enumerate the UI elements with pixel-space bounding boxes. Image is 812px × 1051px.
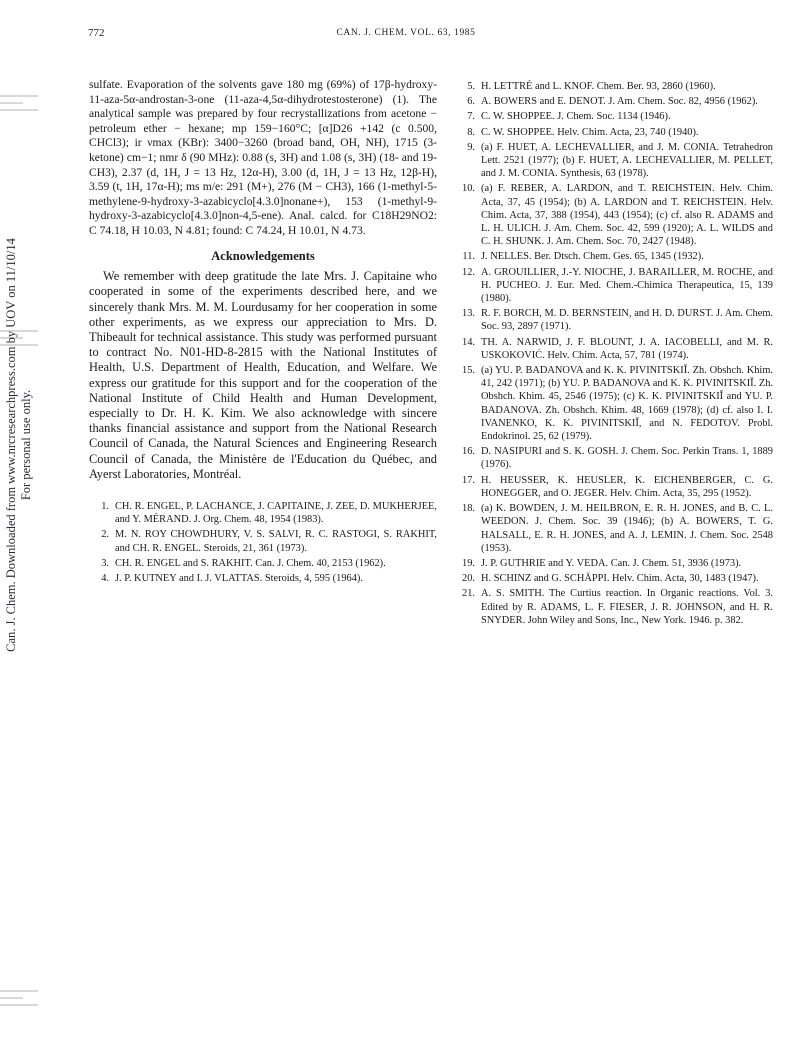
reference-item [455,502,773,555]
reference-item [455,95,773,108]
reference-text: CH. R. ENGEL, P. LACHANCE, J. CAPITAINE, J. ZEE, D. MUKHERJEE, and Y. MÉRAND. J. Org. Chem. 48, 1954 (1983). [115,500,437,526]
experimental-continuation [89,78,437,239]
reference-item [455,474,773,500]
watermark-line-2: For personal use only. [19,389,33,501]
references-right [455,80,773,627]
reference-text: TH. A. NARWID, J. F. BLOUNT, J. A. IACOBELLI, and M. R. USKOKOVIĆ. Helv. Chim. Acta, 57, 781 (1974). [481,336,773,361]
reference-text: (a) K. BOWDEN, J. M. HEILBRON, E. R. H. JONES, and B. C. L. WEEDON. J. Chem. Soc. 39 (1946); (b) A. BOWERS, T. G. HALSALL, E. R. H. JONES, and A. J. LEMIN. J. Chem. Soc. 2548 (1953). [481,503,773,554]
reference-text: C. W. SHOPPEE. Helv. Chim. Acta, 23, 740 (1940). [481,126,699,138]
left-column [89,78,437,587]
journal-running-head: CAN. J. CHEM. VOL. 63, 1985 [336,28,476,38]
reference-text: J. P. KUTNEY and I. J. VLATTAS. Steroids, 4, 595 (1964). [115,572,363,584]
reference-number: 8. [467,126,475,138]
acknowledgements-title: Acknowledgements [211,248,315,263]
reference-text: H. SCHINZ and G. SCHÄPPI. Helv. Chim. Acta, 30, 1483 (1947). [481,573,759,585]
reference-text: R. F. BORCH, M. D. BERNSTEIN, and H. D. DURST. J. Am. Chem. Soc. 93, 2897 (1971). [481,308,773,333]
margin-speckle-top [0,90,38,116]
reference-item [455,572,773,585]
reference-number: 12. [462,266,475,278]
reference-item [89,528,437,554]
right-column [455,80,773,629]
reference-item [455,445,773,471]
reference-number: 10. [462,183,475,195]
reference-number: 1. [101,500,109,512]
page-header [0,27,812,41]
reference-text: (a) F. HUET, A. LECHEVALLIER, and J. M. CONIA. Tetrahedron Lett. 2521 (1977); (b) F. HUET, A. LECHEVALLIER, M. PELLET, and J. M. CONIA. Synthesis, 63 (1978). [481,141,773,180]
reference-item [455,587,773,627]
reference-number: 6. [467,96,475,108]
reference-text: H. LETTRÉ and L. KNOF. Chem. Ber. 93, 2860 (1960). [481,81,716,92]
reference-item [455,557,773,570]
reference-number: 9. [467,141,475,153]
reference-text: H. HEUSSER, K. HEUSLER, K. EICHENBERGER, C. G. HONEGGER, and O. JEGER. Helv. Chim. Acta, 35, 295 (1952). [481,474,773,499]
references-left [89,500,437,585]
reference-number: 13. [462,308,475,320]
reference-number: 19. [462,557,475,569]
reference-number: 2. [101,529,109,541]
reference-item [455,182,773,248]
margin-speckle-bottom [0,985,38,1011]
reference-text: J. P. GUTHRIE and Y. VEDA. Can. J. Chem. 51, 3936 (1973). [481,557,742,569]
reference-number: 5. [467,81,475,92]
reference-item [89,557,437,570]
reference-number: 16. [462,446,475,458]
reference-number: 18. [462,503,475,515]
experimental-paragraph: sulfate. Evaporation of the solvents gave 180 mg (69%) of 17β-hydroxy-11-aza-5α-androstan-3-one (11-aza-4,5α-dihydrotestosterone) (1). The analytical sample was prepared by four recrystallizations from acetone − petroleum ether − hexane; mp 159−160°C; [α]D26 +142 (c 0.500, CHCl3); ir νmax (KBr): 3400−3260 (broad band, OH, NH), 1715 (3-ketone) cm−1; nmr δ (90 MHz): 0.88 (s, 3H) and 1.08 (s, 3H) (18- and 19-CH3), 2.37 (d, 1H, J = 13 Hz, 12α-H), 3.00 (d, 1H, J = 13 Hz, 12β-H), 3.59 (t, 1H, 17α-H); ms m/e: 291 (M+), 276 (M − CH3), 166 (1-methyl-5-methylene-9-hydroxy-3-azabicyclo[4.3.0]nonane+), 153 (1-methyl-9-hydroxy-3-azabicyclo[4.3.0]non-4,5-ene). Anal. calcd. for C18H29NO2: C 74.18, H 10.03, N 4.81; found: C 74.24, H 10.01, N 4.73. [89,78,437,237]
reference-item [455,364,773,443]
reference-item [455,336,773,362]
reference-number: 21. [462,588,475,600]
reference-item [455,266,773,306]
reference-item [455,110,773,123]
reference-text: CH. R. ENGEL and S. RAKHIT. Can. J. Chem. 40, 2153 (1962). [115,557,386,569]
reference-item [455,141,773,181]
reference-text: J. NELLES. Ber. Dtsch. Chem. Ges. 65, 1345 (1932). [481,251,704,263]
reference-number: 14. [462,336,475,348]
reference-number: 20. [462,573,475,585]
reference-number: 4. [101,572,109,584]
reference-item [455,126,773,139]
reference-number: 11. [462,251,475,263]
reference-text: (a) YU. P. BADANOVA and K. K. PIVINITSKIĬ. Zh. Obshch. Khim. 41, 242 (1971); (b) YU. P. BADANOVA and K. K. PIVINITSKIĬ. Zh. Obshch. Khim. 45, 2546 (1975); (c) K. K. PIVINITSKIĬ and YU. P. BADANOVA. Zh. Obshch. Khim. 48, 1669 (1978); (d) cf. also I. I. IVANENKO, K. K. PIVINITSKIĬ, and N. FEDOTOV. Probl. Endokrinol. 25, 62 (1979). [481,365,773,443]
reference-item [89,572,437,585]
reference-item [455,250,773,263]
reference-number: 3. [101,557,109,569]
reference-text: C. W. SHOPPEE. J. Chem. Soc. 1134 (1946). [481,111,671,123]
download-watermark [4,225,34,665]
reference-number: 17. [462,474,475,486]
reference-item [89,500,437,526]
reference-text: D. NASIPURI and S. K. GOSH. J. Chem. Soc. Perkin Trans. 1, 1889 (1976). [481,446,773,471]
acknowledgements-text: We remember with deep gratitude the late Mrs. J. Capitaine who cooperated in some of the experiments described here, and we sincerely thank Mrs. M. M. Lourdusamy for her cooperation in some other experiments, as we express our appreciation to Mrs. D. Thibeault for technical assistance. This study was performed pursuant to contract No. N01-HD-8-2815 with the National Institutes of Health, U.S. Department of Health, Education, and Welfare. We express our gratitude for this support and for the cooperation of the National Institute of Child Health and Human Development, especially to Dr. H. K. Kim. We also acknowledge with sincere thanks financial assistance and support from the National Research Council of Canada, the Natural Sciences and Engineering Research Council of Canada, the Ministère de l'Education du Québec, and Ayerst Laboratories, Montréal. [89,269,437,481]
reference-number: 15. [462,365,475,377]
reference-text: M. N. ROY CHOWDHURY, V. S. SALVI, R. C. RASTOGI, S. RAKHIT, and CH. R. ENGEL. Steroids, 21, 361 (1973). [115,529,437,554]
reference-text: (a) F. REBER, A. LARDON, and T. REICHSTEIN. Helv. Chim. Acta, 37, 45 (1954); (b) A. LARDON and T. REICHSTEIN. Helv. Chim. Acta, 37, 388 (1954), 443 (1954); (c) cf. also R. ADAMS and L. H. ULICH. J. Am. Chem. Soc. 42, 599 (1920); A. L. WILDS and C. H. SHUNK. J. Am. Chem. Soc. 70, 2427 (1948). [481,183,773,248]
reference-text: A. BOWERS and E. DENOT. J. Am. Chem. Soc. 82, 4956 (1962). [481,96,758,108]
page-number: 772 [88,27,105,39]
reference-text: A. GROUILLIER, J.-Y. NIOCHE, J. BARAILLER, M. ROCHE, and H. PUCHEO. J. Eur. Med. Chem.-Chimica Therapeutica, 15, 139 (1980). [481,266,773,305]
reference-text: A. S. SMITH. The Curtius reaction. In Organic reactions. Vol. 3. Edited by R. ADAMS, L. F. FIESER, J. R. JOHNSON, and H. R. SNYDER. John Wiley and Sons, Inc., New York. 1946. p. 382. [481,588,773,626]
reference-number: 7. [467,111,475,123]
reference-item [455,80,773,93]
watermark-line-1: Can. J. Chem. Downloaded from www.nrcresearchpress.com by UOV on 11/10/14 [4,238,18,652]
reference-item [455,307,773,333]
